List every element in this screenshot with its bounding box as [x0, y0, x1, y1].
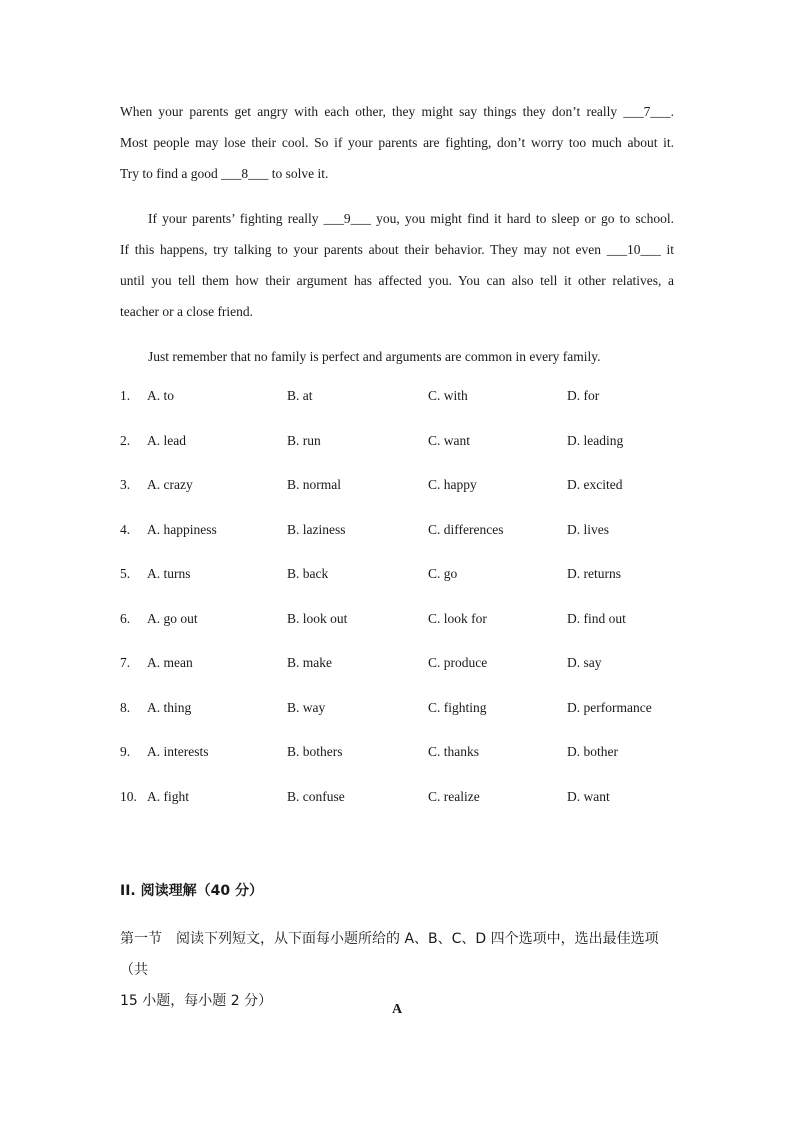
option-a: A. lead [147, 432, 186, 448]
option-a: A. crazy [147, 477, 193, 492]
option-c: C. want [428, 432, 470, 448]
instruction-line: 第一节 阅读下列短文，从下面每小题所给的 A、B、C、D 四个选项中，选出最佳选项（共 [120, 931, 659, 978]
option-a: A. fight [147, 788, 189, 804]
option-b: B. make [287, 655, 332, 670]
option-a: A. turns [147, 566, 191, 581]
passage-label: A [391, 1002, 403, 1017]
option-a: A. thing [147, 699, 192, 715]
option-row [120, 522, 674, 567]
option-row [120, 700, 674, 745]
option-row [120, 655, 674, 700]
option-d: D. bother [567, 744, 618, 759]
option-a: A. happiness [147, 521, 217, 537]
option-d: D. find out [567, 610, 626, 626]
options-list [120, 388, 674, 833]
option-d: D. want [567, 788, 610, 804]
option-d: D. returns [567, 566, 621, 581]
option-row [120, 566, 674, 611]
section-heading: II. 阅读理解（40 分） [120, 883, 263, 899]
option-a: A. to [147, 388, 174, 403]
option-a: A. go out [147, 610, 198, 626]
passage-line: If your parents’ fighting really ___9___ you, you might find it hard to sleep or go to school. [148, 211, 674, 226]
passage-paragraph-3 [120, 341, 674, 372]
option-row [120, 789, 674, 834]
question-number: 1. [120, 388, 131, 403]
question-number: 8. [120, 699, 131, 715]
option-c: C. fighting [428, 699, 487, 715]
option-c: C. with [428, 388, 468, 403]
question-number: 4. [120, 521, 131, 537]
option-c: C. differences [428, 521, 504, 537]
option-a: A. mean [147, 655, 193, 670]
option-b: B. run [287, 432, 321, 448]
question-number: 6. [120, 610, 131, 626]
option-row [120, 611, 674, 656]
option-b: B. confuse [287, 788, 345, 804]
option-d: D. lives [567, 521, 609, 537]
question-number: 3. [120, 477, 131, 492]
passage-line: If this happens, try talking to your parents about their behavior. They may not even ___10___ it [120, 242, 674, 257]
option-c: C. look for [428, 610, 487, 626]
option-d: D. leading [567, 432, 624, 448]
option-c: C. realize [428, 788, 480, 804]
option-b: B. bothers [287, 744, 343, 759]
question-number: 2. [120, 432, 131, 448]
option-b: B. normal [287, 477, 341, 492]
option-row [120, 433, 674, 478]
option-row [120, 388, 674, 433]
passage-line: Just remember that no family is perfect and arguments are common in every family. [148, 349, 601, 364]
passage-paragraph-2 [120, 203, 674, 327]
option-b: B. laziness [287, 521, 346, 537]
option-a: A. interests [147, 744, 209, 759]
question-number: 9. [120, 744, 131, 759]
option-b: B. at [287, 388, 313, 403]
question-number: 10. [120, 788, 137, 804]
passage-line: Try to find a good ___8___ to solve it. [120, 166, 329, 181]
option-c: C. thanks [428, 744, 480, 759]
passage-paragraph-1 [120, 96, 674, 189]
question-number: 7. [120, 655, 131, 670]
option-b: B. way [287, 699, 326, 715]
instruction-line: 15 小题，每小题 2 分） [120, 993, 273, 1009]
passage-line: until you tell them how their argument has affected you. You can also tell it other relatives, a [120, 273, 674, 288]
question-number: 5. [120, 566, 131, 581]
option-row [120, 477, 674, 522]
option-d: D. excited [567, 477, 623, 492]
passage-line: Most people may lose their cool. So if your parents are fighting, don’t worry too much about it. [120, 135, 674, 150]
option-c: C. go [428, 566, 458, 581]
passage-line: When your parents get angry with each other, they might say things they don’t really ___7___. [120, 104, 674, 119]
passage-line: teacher or a close friend. [120, 304, 254, 319]
option-d: D. say [567, 655, 602, 670]
option-d: D. performance [567, 699, 652, 715]
option-b: B. back [287, 566, 329, 581]
option-d: D. for [567, 388, 600, 403]
option-b: B. look out [287, 610, 348, 626]
option-row [120, 744, 674, 789]
option-c: C. produce [428, 655, 488, 670]
option-c: C. happy [428, 477, 477, 492]
